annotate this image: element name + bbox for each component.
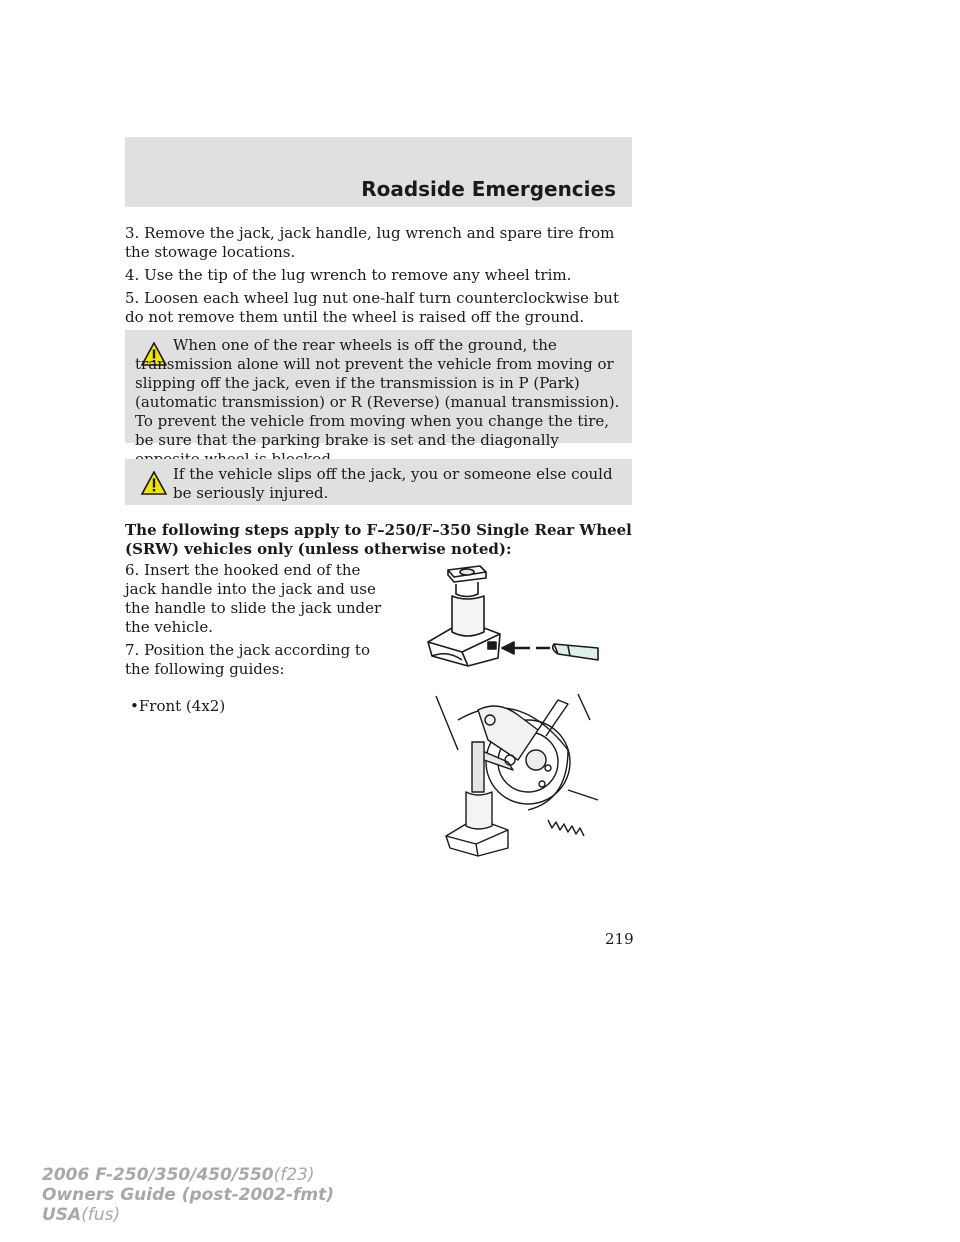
warning-triangle-icon <box>141 471 167 495</box>
step-3: 3. Remove the jack, jack handle, lug wrench and spare tire from the stowage locations. <box>125 224 615 261</box>
footer-model-code: (f23) <box>273 1165 315 1185</box>
section-title: Roadside Emergencies <box>361 177 616 201</box>
warning-text-slip: If the vehicle slips off the jack, you or someone else could be seriously injured. <box>173 465 613 502</box>
bullet-dot: • <box>130 697 139 715</box>
footer-market-code: (fus) <box>81 1205 121 1225</box>
page-number: 219 <box>605 930 634 948</box>
srw-subheading: The following steps apply to F–250/F–350 Single Rear Wheel (SRW) vehicles only (unless otherwise noted): <box>125 521 632 558</box>
warning-text-transmission: When one of the rear wheels is off the ground, the transmission alone will not prevent the vehicle from moving or slipping off the jack, even if the transmission is in P (Park) (automatic transmission) or R (Reverse) (manual transmission). To prevent the vehicle from moving when you change the tire, be sure that the parking brake is set and the diagonally <box>135 336 620 449</box>
footer-market: USA <box>42 1205 82 1225</box>
step-5: 5. Loosen each wheel lug nut one-half turn counterclockwise but do not remove them until the wheel is raised off the ground. <box>125 289 619 326</box>
step-7: 7. Position the jack according to the following guides: <box>125 641 370 678</box>
front-jack-position-illustration <box>418 690 603 865</box>
warning-box-slip <box>125 459 632 505</box>
warning-box-transmission <box>125 330 632 449</box>
step-6: 6. Insert the hooked end of the jack handle into the jack and use the handle to slide the jack under the vehicle. <box>125 561 382 636</box>
bullet-front-4x2 <box>130 697 225 716</box>
section-header-band <box>125 137 632 207</box>
step-4: 4. Use the tip of the lug wrench to remove any wheel trim. <box>125 266 572 284</box>
jack-handle-illustration <box>418 562 603 672</box>
footer-guide: Owners Guide (post-2002-fmt) <box>42 1185 335 1205</box>
bullet-label: Front (4x2) <box>138 697 226 715</box>
document-footer <box>42 1165 334 1225</box>
footer-model: 2006 F-250/350/450/550 <box>42 1165 274 1185</box>
